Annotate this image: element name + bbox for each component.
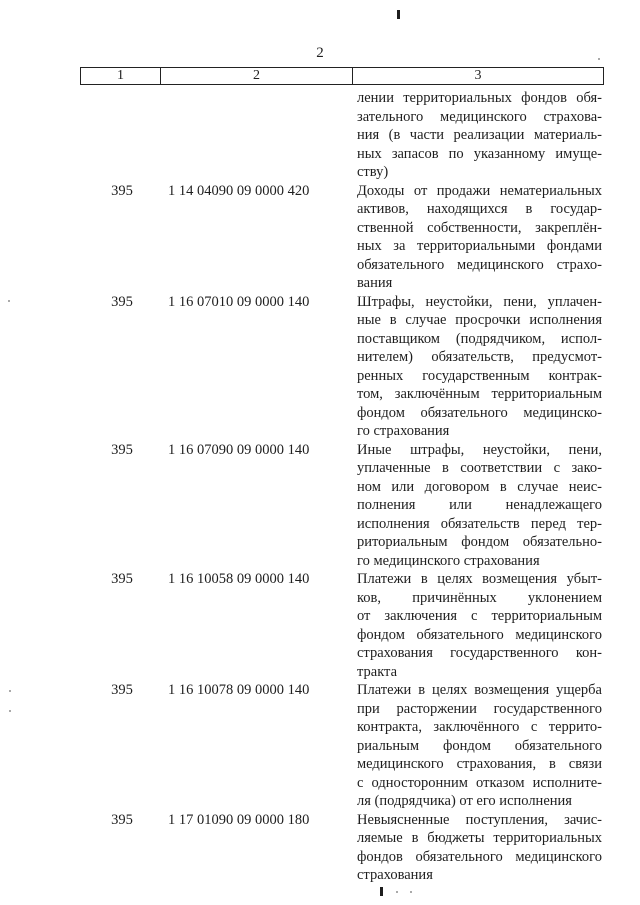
admin-code-cell: 395 xyxy=(111,682,133,698)
description-cell xyxy=(352,441,602,571)
description-cell xyxy=(352,89,602,182)
description-line: Невыясненные поступления, зачис- xyxy=(357,811,602,828)
budget-code-cell: 1 17 01090 09 0000 180 xyxy=(168,811,310,828)
admin-code-cell: 395 xyxy=(111,182,133,199)
description-line: контракта, заключённого с террито- xyxy=(357,719,602,735)
description-line: страхования государственного кон- xyxy=(357,645,602,661)
description-cell xyxy=(352,681,602,811)
scan-mark-bottom xyxy=(380,887,383,896)
description-cell xyxy=(352,570,602,681)
description-line: ственной собственности, закреплён- xyxy=(357,219,602,236)
column-header-2: 2 xyxy=(161,68,353,84)
table-row xyxy=(80,681,604,811)
description-cell xyxy=(352,811,602,885)
description-line: уплаченные в соответствии с зако- xyxy=(357,460,602,476)
description-line: ренных государственным контрак- xyxy=(357,367,602,384)
description-line: том, заключённым территориальным xyxy=(357,386,602,402)
budget-code-cell: 1 16 07010 09 0000 140 xyxy=(168,293,310,310)
budget-code-cell: 1 16 10078 09 0000 140 xyxy=(168,682,310,698)
description-line: риальным фондом обязательного xyxy=(357,737,602,754)
column-header-1: 1 xyxy=(81,68,161,84)
table-row xyxy=(80,441,604,571)
scan-dot xyxy=(9,690,11,692)
description-line: ков, причинённых уклонением xyxy=(357,589,602,606)
description-line: с односторонним отказом исполните- xyxy=(357,774,602,791)
column-header-row xyxy=(80,67,604,85)
description-line: страхования xyxy=(357,867,433,883)
description-line: ляемые в бюджеты территориальных xyxy=(357,830,602,846)
budget-code-cell: 1 16 10058 09 0000 140 xyxy=(168,571,310,587)
description-line: ных за территориальными фондами xyxy=(357,238,602,254)
admin-code-cell: 395 xyxy=(111,571,133,587)
table-row xyxy=(80,811,604,885)
description-line: исполнения обязательств перед тер- xyxy=(357,515,602,532)
scan-dot xyxy=(8,300,10,302)
description-line: риториальным фондом обязательно- xyxy=(357,534,602,550)
table-row xyxy=(80,182,604,293)
description-line: ных запасов по указанному имуще- xyxy=(357,145,602,162)
description-line: обязательного медицинского страхо- xyxy=(357,256,602,273)
description-line: го медицинского страхования xyxy=(357,552,540,569)
description-line: ния (в части реализации материаль- xyxy=(357,127,602,143)
description-cell xyxy=(352,293,602,441)
scan-dot xyxy=(410,891,412,893)
description-line: медицинского страхования, в связи xyxy=(357,756,602,772)
description-line: Доходы от продажи нематериальных xyxy=(357,182,602,199)
page-number: 2 xyxy=(316,45,324,61)
budget-code-cell: 1 16 07090 09 0000 140 xyxy=(168,441,310,458)
description-line: активов, находящихся в государ- xyxy=(357,201,602,217)
scan-dot xyxy=(9,710,11,712)
admin-code-cell: 395 xyxy=(111,441,133,458)
description-line: тракта xyxy=(357,663,398,680)
description-line: при расторжении государственного xyxy=(357,700,602,717)
admin-code-cell: 395 xyxy=(111,811,133,828)
description-line: Иные штрафы, неустойки, пени, xyxy=(357,441,602,458)
description-cell xyxy=(352,182,602,293)
description-line: Платежи в целях возмещения ущерба xyxy=(357,682,602,698)
scan-mark-top xyxy=(397,10,400,19)
description-line: полнения или ненадлежащего xyxy=(357,497,602,513)
description-line: нителем) обязательств, предусмот- xyxy=(357,349,602,365)
description-line: поставщиком (подрядчиком, испол- xyxy=(357,330,602,347)
table-body xyxy=(80,89,604,885)
description-line: вания xyxy=(357,275,393,291)
scan-dot xyxy=(396,891,398,893)
description-line: го страхования xyxy=(357,423,450,439)
description-line: ству) xyxy=(357,164,389,180)
description-line: фондом обязательного медицинского xyxy=(357,626,602,643)
description-line: Штрафы, неустойки, пени, уплачен- xyxy=(357,293,602,310)
column-header-3: 3 xyxy=(474,68,482,83)
description-line: фондом обязательного медицинско- xyxy=(357,404,602,421)
description-line: ля (подрядчика) от его исполнения xyxy=(357,793,572,809)
description-line: фондов обязательного медицинского xyxy=(357,848,602,865)
budget-code-cell: 1 14 04090 09 0000 420 xyxy=(168,182,310,199)
description-line: зательного медицинского страхова- xyxy=(357,108,602,125)
table-row xyxy=(80,570,604,681)
table-row xyxy=(80,293,604,441)
description-line: ном или договором в случае неис- xyxy=(357,478,602,495)
description-line: ные в случае просрочки исполнения xyxy=(357,312,602,328)
table-row xyxy=(80,89,604,182)
admin-code-cell: 395 xyxy=(111,293,133,310)
description-line: Платежи в целях возмещения убыт- xyxy=(357,571,602,587)
description-line: от заключения с территориальным xyxy=(357,608,602,624)
description-line: лении территориальных фондов обя- xyxy=(357,90,602,106)
